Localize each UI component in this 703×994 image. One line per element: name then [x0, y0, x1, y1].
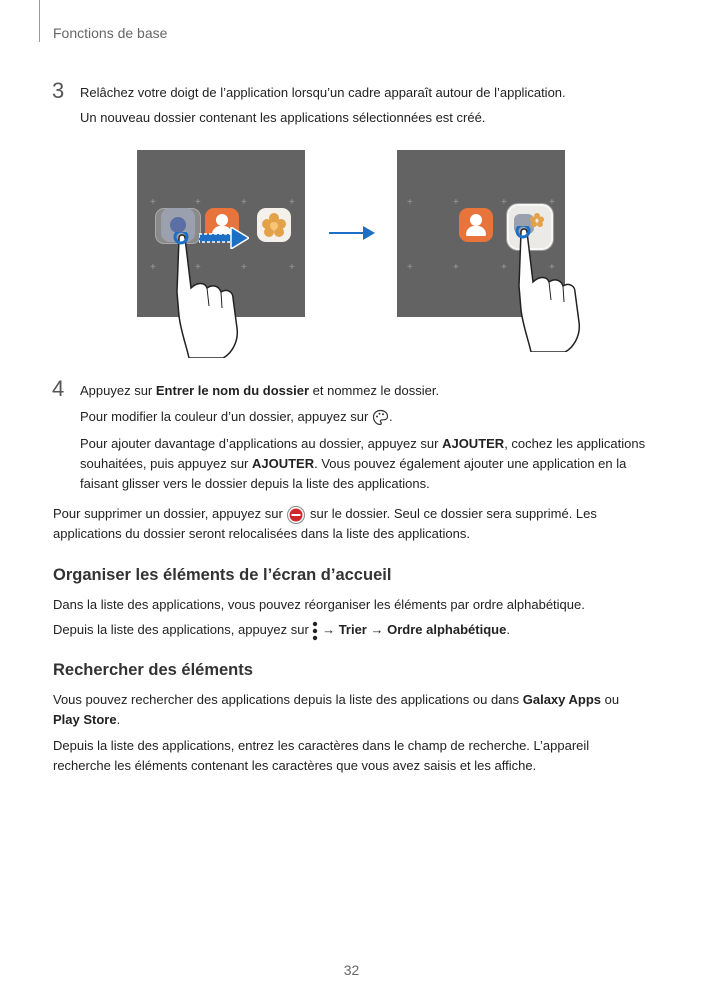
add-label-1: AJOUTER	[442, 436, 505, 451]
step4-line4: souhaitées, puis appuyez sur AJOUTER. Vous pouvez également ajouter une application en la	[80, 456, 627, 471]
search-line2: Play Store.	[53, 712, 121, 727]
section-title-search: Rechercher des éléments	[53, 661, 253, 679]
screen-after: + + + + + + + +	[397, 150, 565, 317]
step-number-4: 4	[52, 376, 65, 401]
step4-line1: Appuyez sur Entrer le nom du dossier et nommez le dossier.	[80, 383, 440, 398]
step3-line2: Un nouveau dossier contenant les applications sélectionnées est créé.	[80, 110, 486, 125]
step4-line3: Pour ajouter davantage d’applications au dossier, appuyez sur AJOUTER, cochez les applications	[80, 436, 646, 451]
hand-icon	[515, 226, 587, 352]
search-line1: Vous pouvez rechercher des applications depuis la liste des applications ou dans Galaxy Apps ou	[53, 692, 620, 707]
organize-line2: Depuis la liste des applications, appuyez sur → Trier → Ordre alphabétique.	[53, 620, 510, 641]
page-number: 32	[343, 962, 360, 978]
search-line4: recherche les éléments contenant les caractères que vous avez saisis et les affiche.	[53, 758, 537, 773]
app-icon-gallery	[257, 208, 291, 242]
enter-folder-name-label: Entrer le nom du dossier	[155, 383, 310, 398]
delete-minus-icon	[286, 505, 306, 525]
header-rule	[39, 0, 40, 42]
step3-line1: Relâchez votre doigt de l’application lorsqu’un cadre apparaît autour de l’application.	[80, 85, 566, 100]
transition-arrow-icon	[329, 226, 375, 240]
step-number-3: 3	[52, 78, 65, 103]
search-line3: Depuis la liste des applications, entrez les caractères dans le champ de recherche. L’appareil	[53, 738, 590, 753]
add-label-2: AJOUTER	[252, 456, 315, 471]
sort-label: Trier	[338, 622, 367, 637]
section-title-organize: Organiser les éléments de l’écran d’accueil	[53, 566, 392, 584]
delete-note-line1: Pour supprimer un dossier, appuyez sur sur le dossier. Seul ce dossier sera supprimé. Les	[53, 504, 597, 525]
galaxy-apps-label: Galaxy Apps	[522, 692, 602, 707]
step4-line5: faisant glisser vers le dossier depuis la liste des applications.	[80, 476, 430, 491]
alphabetical-order-label: Ordre alphabétique	[387, 622, 507, 637]
more-options-icon	[312, 621, 318, 641]
section-header: Fonctions de base	[53, 25, 168, 41]
organize-line1: Dans la liste des applications, vous pouvez réorganiser les éléments par ordre alphabétique.	[53, 597, 585, 612]
palette-icon	[372, 409, 389, 426]
delete-note-line2: applications du dossier seront relocalisées dans la liste des applications.	[53, 526, 470, 541]
play-store-label: Play Store	[53, 712, 117, 727]
hand-icon	[173, 232, 245, 358]
screen-before: + + + + + + + +	[137, 150, 305, 317]
app-icon-contacts	[459, 208, 493, 242]
step4-line2: Pour modifier la couleur d’un dossier, appuyez sur .	[80, 407, 393, 427]
